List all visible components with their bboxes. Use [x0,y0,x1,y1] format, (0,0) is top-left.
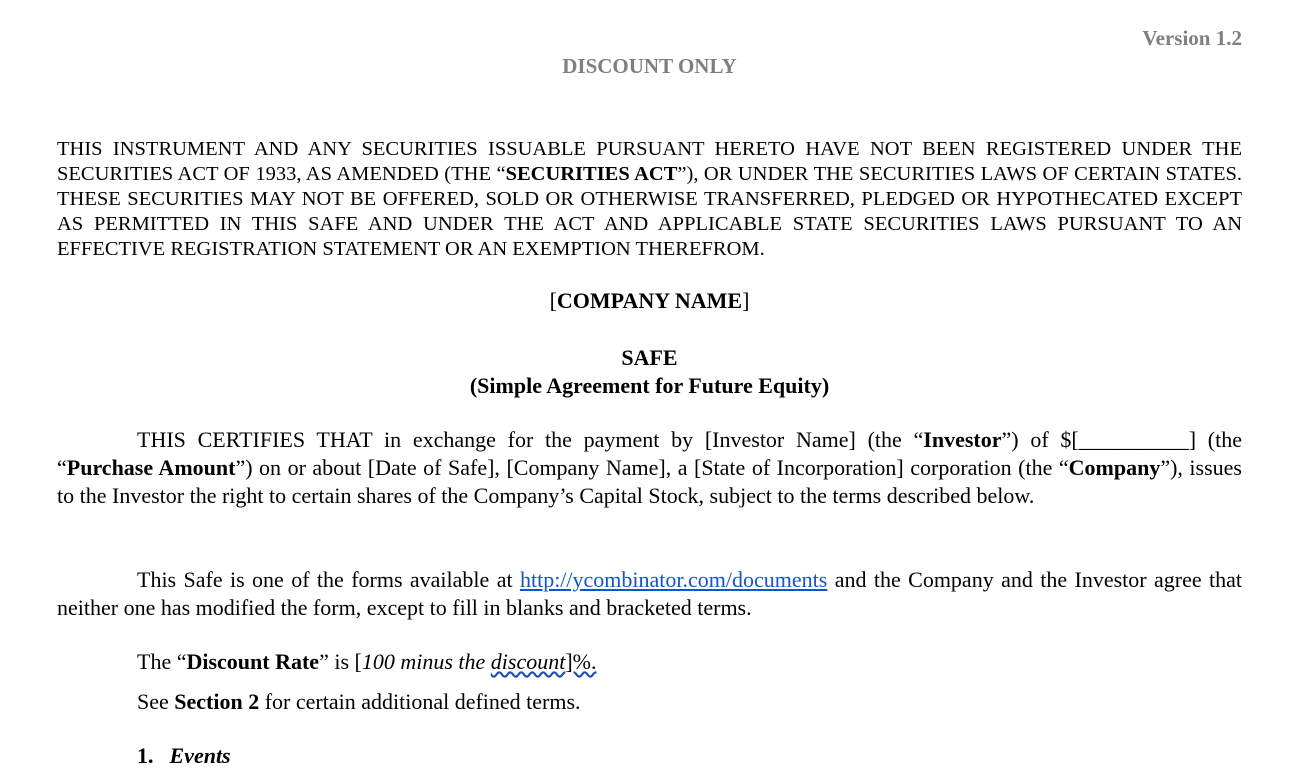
company-name-placeholder: COMPANY NAME [556,288,743,313]
see-text-1: See [137,689,175,714]
section-1-heading [137,742,231,770]
bracket-close: ] [742,288,750,313]
p1-text-2: ”) of $[__________] (the “ [57,427,1242,480]
p1-text-4: ”), issues to the Investor the right to certain shares of the Company’s Capital Stock, subject to the terms described below. [57,455,1242,508]
legend-text-2: ”), OR UNDER THE SECURITIES LAWS OF CERTAIN STATES. THESE SECURITIES MAY NOT BE OFFERED, SOLD OR OTHERWISE TRANSFERRED, PLEDGED OR HYPOTHECATED EXCEPT AS PERMITTED IN THIS SAFE AND UNDER THE ACT AND APPLICABLE STATE SECURITIES LAWS PURSUANT TO AN EFFECTIVE REGISTRATION STATEMENT OR AN EXEMPTION THEREFROM. [57,163,1242,260]
certification-paragraph [57,426,1242,510]
p1-text-3: ”) on or about [Date of Safe], [Company Name], a [State of Incorporation] corporation (the “ [235,455,1069,480]
version-label: Version 1.2 [1142,26,1242,50]
rate-text-3: ]%. [565,649,597,674]
section-title: Events [169,743,231,768]
document-page [57,0,1242,784]
see-text-2: for certain additional defined terms. [259,689,581,714]
p1-term-investor: Investor [923,427,1002,452]
forms-paragraph [57,566,1242,622]
p2-text-1: This Safe is one of the forms available at [137,567,520,592]
rate-text-2: ” is [ [319,649,362,674]
securities-legend [57,137,1242,262]
p1-term-company: Company [1068,455,1161,480]
variant-heading: DISCOUNT ONLY [562,54,737,78]
see-section-ref: Section 2 [174,689,260,714]
company-name-heading [57,288,1242,314]
legend-defined-term: SECURITIES ACT [505,163,678,185]
see-section-line [137,688,581,716]
title-sub: (Simple Agreement for Future Equity) [469,373,830,398]
rate-italic-discount: discount [490,649,566,674]
rate-term: Discount Rate [186,649,320,674]
p2-text-2: and the Company and the Investor agree that neither one has modified the form, except to fill in blanks and bracketed terms. [57,567,1242,620]
document-title [57,344,1242,400]
rate-italic-1: 100 minus the [361,649,491,674]
p1-term-purchase-amount: Purchase Amount [66,455,236,480]
bracket-open: [ [549,288,557,313]
section-number: 1. [137,743,154,768]
p1-text-1: THIS CERTIFIES THAT in exchange for the payment by [Investor Name] (the “ [137,427,924,452]
discount-rate-line [137,648,597,676]
ycombinator-documents-link[interactable]: http://ycombinator.com/documents [519,567,828,592]
title-main: SAFE [621,345,678,370]
legend-text-1: THIS INSTRUMENT AND ANY SECURITIES ISSUABLE PURSUANT HERETO HAVE NOT BEEN REGISTERED UNDER THE SECURITIES ACT OF 1933, AS AMENDED (THE “ [57,138,1242,185]
rate-text-1: The “ [137,649,187,674]
